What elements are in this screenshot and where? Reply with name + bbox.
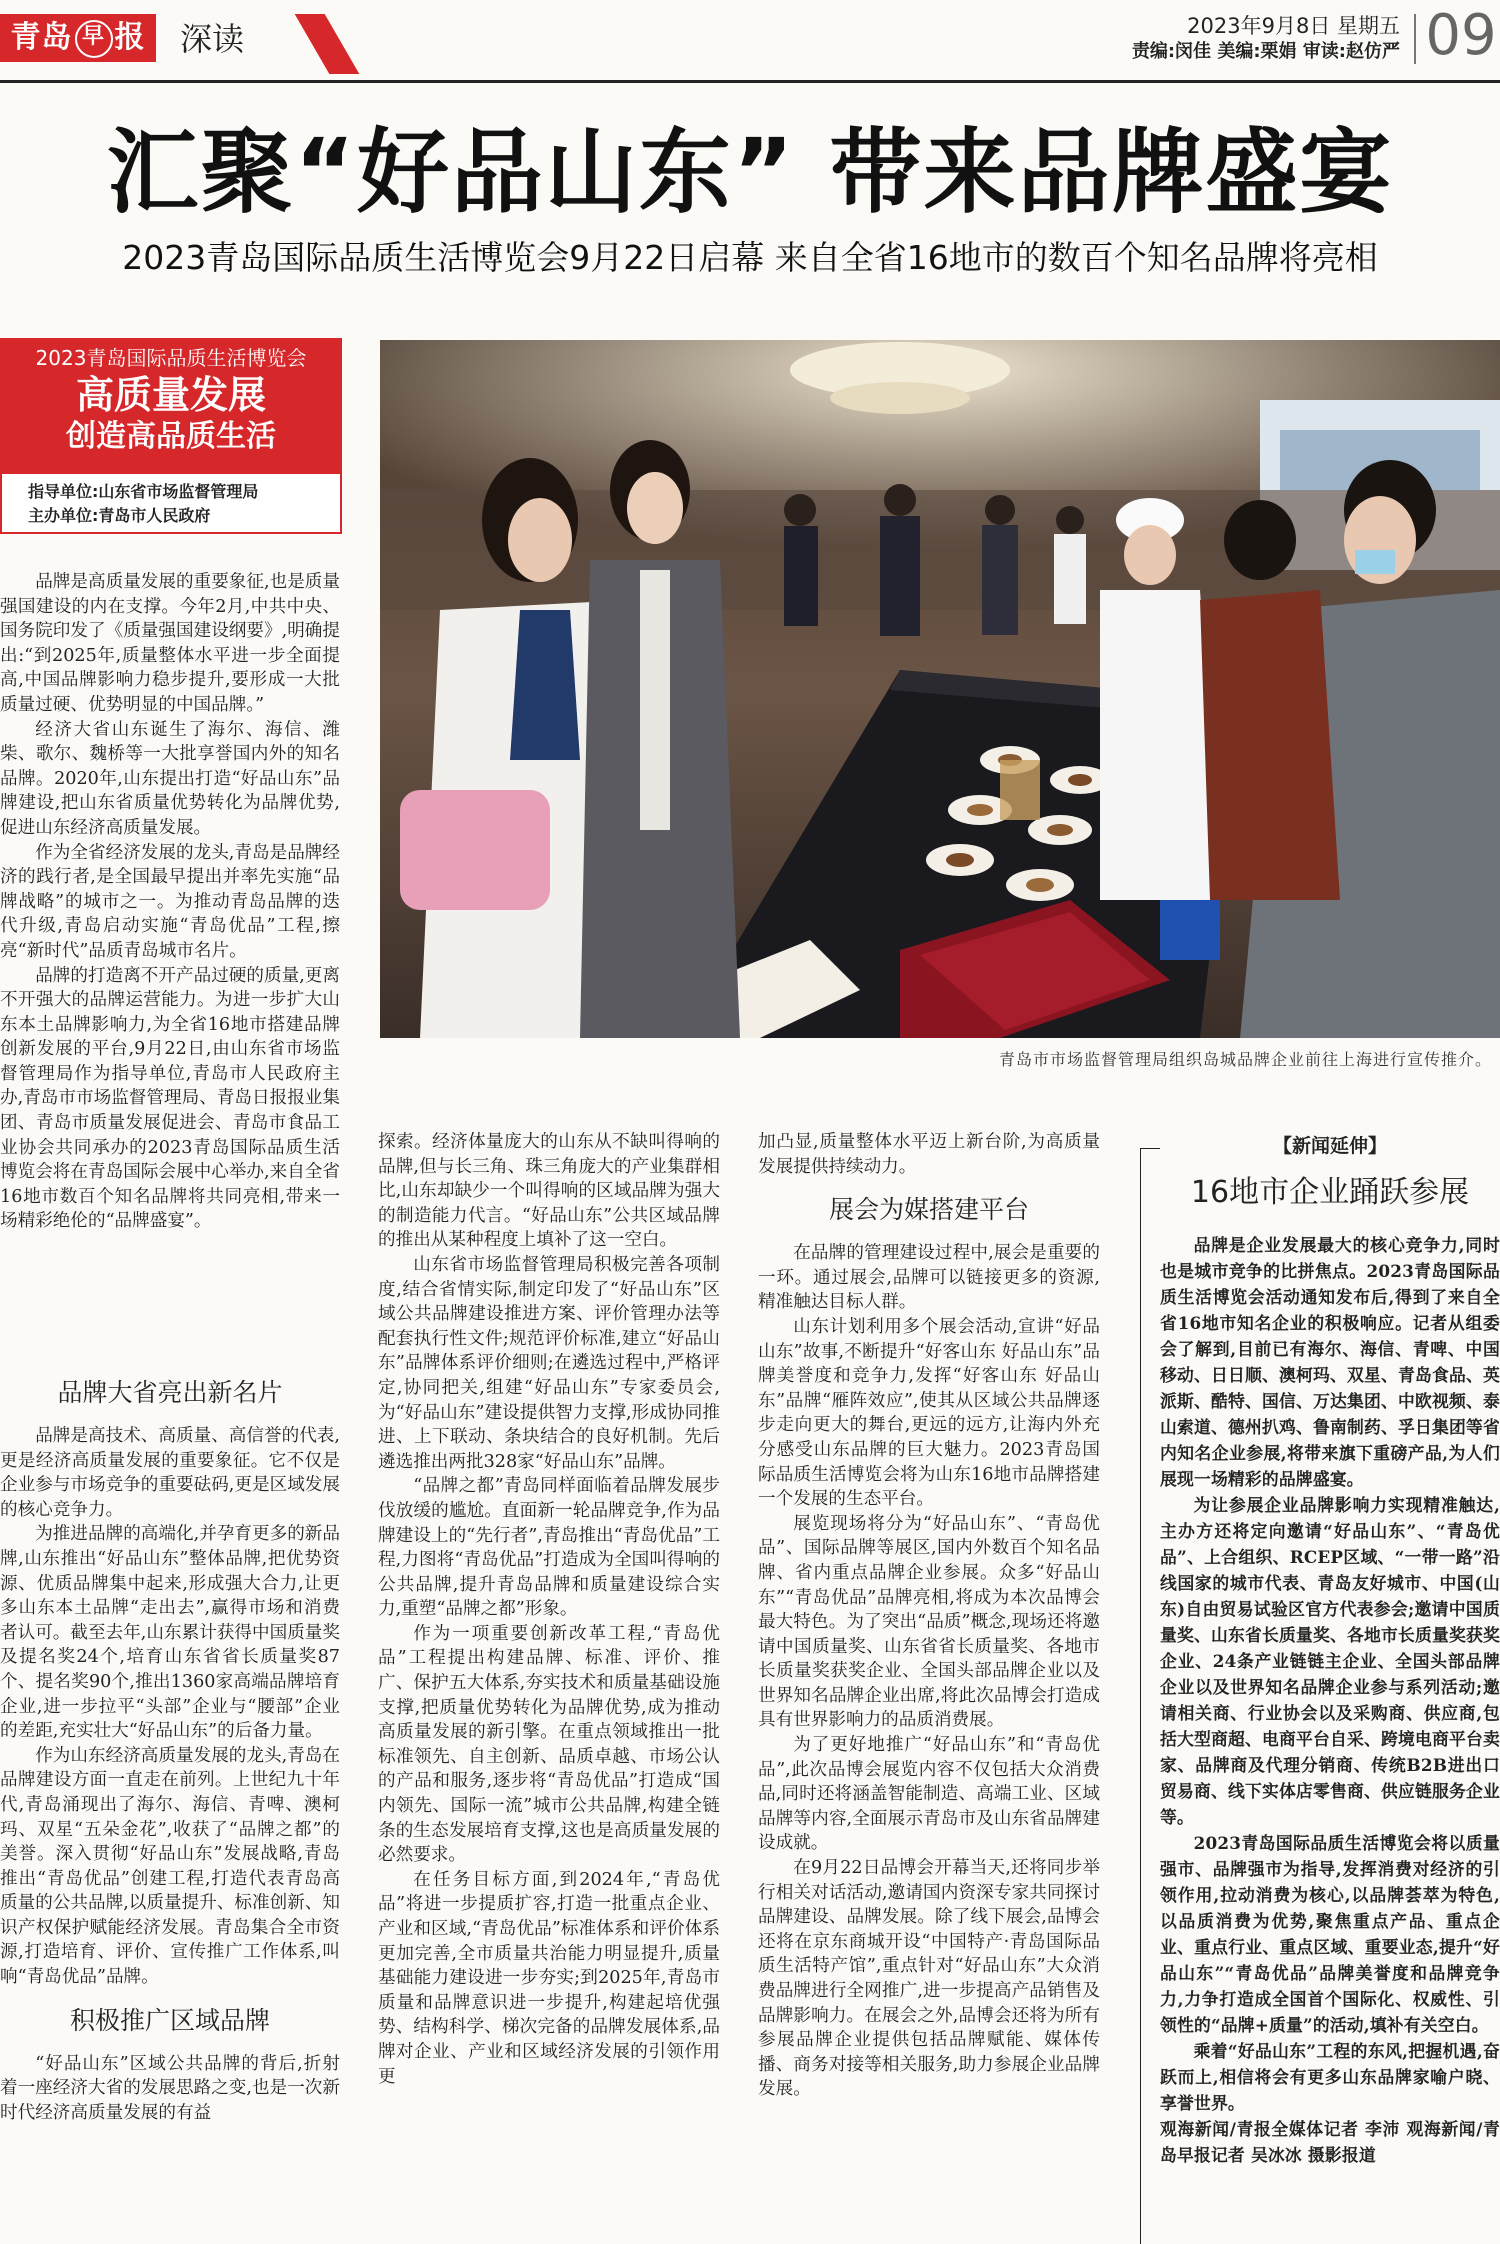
news-extension-title: 16地市企业踊跃参展 <box>1190 1175 1470 1210</box>
paragraph: 在品牌的管理建设过程中,展会是重要的一环。通过展会,品牌可以链接更多的资源,精准触达目标人群。 <box>758 1243 1100 1313</box>
newspaper-logo <box>0 14 156 62</box>
paragraph: 经济大省山东诞生了海尔、海信、潍柴、歌尔、魏桥等一大批享誉国内外的知名品牌。2020年,山东提出打造“好品山东”品牌建设,把山东省质量优势转化为品牌优势,促进山东经济高质量发展。 <box>0 719 340 838</box>
paragraph: 作为一项重要创新改革工程,“青岛优品”工程提出构建品牌、标准、评价、推广、保护五大体系,夯实技术和质量基础设施支撑,把质量优势转化为品牌优势,成为推动高质量发展的新引擎。在重点领域推出一批标准领先、自主创新、品质卓越、市场公认的产品和服务,逐步将“青岛优品”打造成“国内领先、国际一流”城市公共品牌,构建全链条的生态发展培育支撑,这也是高质量发展的必然要求。 <box>378 1623 720 1866</box>
article-column-2 <box>378 1130 720 2089</box>
paragraph: 山东计划利用多个展会活动,宣讲“好品山东”故事,不断提升“好客山东 好品山东”品牌美誉度和竞争力,发挥“好客山东 好品山东”品牌“雁阵效应”,使其从区域公共品牌逐步走向更大的舞台,更远的远方,让海内外充分感受山东品牌的巨大魅力。2023青岛国际品质生活博览会将为山东16地市品牌搭建一个发展的生态平台。 <box>758 1316 1100 1510</box>
expo-photo-illustration <box>380 340 1500 1038</box>
promo-banner <box>0 338 342 474</box>
article-column-3 <box>758 1130 1100 2102</box>
logo-text-tail: 报 <box>114 20 146 55</box>
paragraph: 山东省市场监督管理局积极完善各项制度,结合省情实际,制定印发了“好品山东”区域公共品牌建设推进方案、评价管理办法等配套执行性文件;规范评价标准,建立“好品山东”品牌体系评价细则;在遴选过程中,严格评定,协同把关,组建“好品山东”专家委员会,为“好品山东”建设提供智力支撑,形成协同推进、上下联动、条块结合的良好机制。先后遴选推出两批328家“好品山东”品牌。 <box>378 1254 720 1472</box>
section-heading: 展会为媒搭建平台 <box>828 1195 1029 1225</box>
article-column-1-bottom <box>0 1362 340 2125</box>
page-number: 09 <box>1425 3 1497 68</box>
paragraph: 作为全省经济发展的龙头,青岛是品牌经济的践行者,是全国最早提出并率先实施“品牌战略”的城市之一。为推动青岛品牌的迭代升级,青岛启动实施“青岛优品”工程,擦亮“新时代”品质青岛城市名片。 <box>0 842 340 961</box>
photo-caption: 青岛市市场监督管理局组织岛城品牌企业前往上海进行宣传推介。 <box>998 1050 1492 1069</box>
header-separator <box>1414 14 1416 64</box>
section-label: 深读 <box>180 20 245 58</box>
paragraph: 展览现场将分为“好品山东”、“青岛优品”、国际品牌等展区,国内外数百个知名品牌、省内重点品牌企业参展。众多“好品山东”“青岛优品”品牌亮相,将成为本次品博会最大特色。为了突出“品质”概念,现场还将邀请中国质量奖、山东省省长质量奖、各地市长质量奖获奖企业、全国头部品牌企业以及世界知名品牌企业出席,将此次品博会打造成具有世界影响力的品质消费展。 <box>758 1513 1100 1731</box>
logo-text: 青岛 <box>10 20 73 55</box>
promo-organizers <box>28 480 328 528</box>
paragraph: 品牌是高技术、高质量、高信誉的代表,更是经济高质量发展的重要象征。它不仅是企业参与市场竞争的重要砝码,更是区域发展的核心竞争力。 <box>0 1426 340 1520</box>
paragraph: 在任务目标方面,到2024年,“青岛优品”将进一步提质扩容,打造一批重点企业、产业和区域,“青岛优品”标准体系和评价体系更加完善,全市质量共治能力明显提升,质量基础能力建设进一步夯实;到2025年,青岛市质量和品牌意识进一步提升,构建起培优强势、结构科学、梯次完备的品牌发展体系,品牌对企业、产业和区域经济发展的引领作用更 <box>378 1869 720 2087</box>
section-heading: 品牌大省亮出新名片 <box>57 1378 283 1407</box>
paragraph: “好品山东”区域公共品牌的背后,折射着一座经济大省的发展思路之变,也是一次新时代经济高质量发展的有益 <box>0 2053 340 2123</box>
promo-slogan-main: 高质量发展 <box>75 373 266 417</box>
page-headline: 汇聚“好品山东” 带来品牌盛宴 <box>106 119 1394 226</box>
paragraph: 为了更好地推广“好品山东”和“青岛优品”,此次品博会展览内容不仅包括大众消费品,同时还将涵盖智能制造、高端工业、区域品牌等内容,全面展示青岛市及山东省品牌建设成就。 <box>758 1735 1100 1854</box>
paragraph: 在9月22日品博会开幕当天,还将同步举行相关对话活动,邀请国内资深专家共同探讨品牌建设、品牌发展。除了线下展会,品博会还将在京东商城开设“中国特产·青岛国际品质生活特产馆”,重点针对“好品山东”大众消费品牌进行全网推广,进一步提高产品销售及品牌影响力。在展会之外,品博会还将为所有参展品牌企业提供包括品牌赋能、媒体传播、商务对接等相关服务,助力参展企业品牌发展。 <box>758 1858 1100 2100</box>
paragraph: 品牌是高质量发展的重要象征,也是质量强国建设的内在支撑。今年2月,中共中央、国务院印发了《质量强国建设纲要》,明确提出:“到2025年,质量整体水平进一步全面提高,中国品牌影响力稳步提升,要形成一大批质量过硬、优势明显的中国品牌。” <box>0 572 340 715</box>
paragraph: 乘着“好品山东”工程的东风,把握机遇,奋跃而上,相信将会有更多山东品牌家喻户晓、享誉世界。 <box>1160 2041 1500 2113</box>
promo-event-name: 2023青岛国际品质生活博览会 <box>35 346 307 370</box>
header-rule <box>0 80 1500 83</box>
logo-ring-glyph: 早 <box>75 20 113 58</box>
paragraph: 探索。经济体量庞大的山东从不缺叫得响的品牌,但与长三角、珠三角庞大的产业集群相比,山东却缺少一个叫得响的区域品牌为强大的制造能力代言。“好品山东”公共区域品牌的推出从某种程度上填补了这一空白。 <box>378 1132 720 1251</box>
paragraph: “品牌之都”青岛同样面临着品牌发展步伐放缓的尴尬。直面新一轮品牌竞争,作为品牌建设上的“先行者”,青岛推出“青岛优品”工程,力图将“青岛优品”打造成为全国叫得响的公共品牌,提升青岛品牌和质量建设综合实力,重塑“品牌之都”形象。 <box>378 1476 720 1620</box>
promo-slogan-sub: 创造高品质生活 <box>66 419 276 454</box>
issue-date: 2023年9月8日 星期五 <box>1187 14 1400 38</box>
paragraph: 为推进品牌的高端化,并孕育更多的新品牌,山东推出“好品山东”整体品牌,把优势资源、优质品牌集中起来,形成强大合力,让更多山东本土品牌“走出去”,赢得市场和消费者认可。截至去年,山东累计获得中国质量奖及提名奖24个,培育山东省省长质量奖87个、提名奖90个,推出1360家高端品牌培育企业,进一步拉平“头部”企业与“腰部”企业的差距,充实壮大“好品山东”的后备力量。 <box>0 1524 340 1742</box>
news-extension-tag: 【新闻延伸】 <box>1160 1132 1500 1160</box>
expo-photo <box>380 340 1500 1038</box>
page-subheadline: 2023青岛国际品质生活博览会9月22日启幕 来自全省16地市的数百个知名品牌将亮相 <box>122 238 1378 277</box>
editor-credits: 责编:闵佳 美编:栗娟 审读:赵仿严 <box>1131 41 1400 62</box>
article-column-1-top <box>0 570 340 1234</box>
paragraph: 为让参展企业品牌影响力实现精准触达,主办方还将定向邀请“好品山东”、“青岛优品”、上合组织、RCEP区域、“一带一路”沿线国家的城市代表、青岛友好城市、中国(山东)自由贸易试验区官方代表参会;邀请中国质量奖、山东省长质量奖、各地市长质量奖获奖企业、24条产业链链主企业、全国头部品牌企业以及世界知名品牌企业参与系列活动;邀请相关商、行业协会以及采购商、供应商,包括大型商超、电商平台自采、跨境电商平台卖家、品牌商及代理分销商、传统B2B进出口贸易商、线下实体店零售商、供应链服务企业等。 <box>1160 1495 1500 1827</box>
promo-guide-unit: 指导单位:山东省市场监督管理局 <box>28 482 259 501</box>
promo-host-unit: 主办单位:青岛市人民政府 <box>28 506 211 525</box>
section-heading: 积极推广区域品牌 <box>69 2005 270 2035</box>
paragraph: 作为山东经济高质量发展的龙头,青岛在品牌建设方面一直走在前列。上世纪九十年代,青岛涌现出了海尔、海信、青啤、澳柯玛、双星“五朵金花”,收获了“品牌之都”的美誉。深入贯彻“好品山东”发展战略,青岛推出“青岛优品”创建工程,打造代表青岛高质量的公共品牌,以质量提升、标准创新、知识产权保护赋能经济发展。青岛集合全市资源,打造培育、评价、宣传推广工作体系,叫响“青岛优品”品牌。 <box>0 1745 340 1988</box>
paragraph: 加凸显,质量整体水平迈上新台阶,为高质量发展提供持续动力。 <box>758 1132 1100 1177</box>
article-byline: 观海新闻/青报全媒体记者 李沛 观海新闻/青岛早报记者 吴冰冰 摄影报道 <box>1160 2119 1500 2165</box>
paragraph: 品牌的打造离不开产品过硬的质量,更离不开强大的品牌运营能力。为进一步扩大山东本土品牌影响力,为全省16地市搭建品牌创新发展的平台,9月22日,由山东省市场监督管理局作为指导单位,青岛市人民政府主办,青岛市市场监督管理局、青岛日报报业集团、青岛市质量发展促进会、青岛市食品工业协会共同承办的2023青岛国际品质生活博览会将在青岛国际会展中心举办,来自全省16地市数百个知名品牌将共同亮相,带来一场精彩绝伦的“品牌盛宴”。 <box>0 965 340 1232</box>
paragraph: 2023青岛国际品质生活博览会将以质量强市、品牌强市为指导,发挥消费对经济的引领作用,拉动消费为核心,以品牌荟萃为特色,以品质消费为优势,聚焦重点产品、重点企业、重点行业、重点区域、重要业态,提升“好品山东”“青岛优品”品牌美誉度和品牌竞争力,力争打造成全国首个国际化、权威性、引领性的“品牌+质量”的活动,填补有关空白。 <box>1160 1833 1500 2035</box>
paragraph: 品牌是企业发展最大的核心竞争力,同时也是城市竞争的比拼焦点。2023青岛国际品质生活博览会活动通知发布后,得到了来自全省16地市知名企业的积极响应。记者从组委会了解到,目前已有海尔、海信、青啤、中国移动、日日顺、澳柯玛、双星、青岛食品、英派斯、酷特、国信、万达集团、中欧视频、泰山索道、德州扒鸡、鲁南制药、孚日集团等省内知名企业参展,将带来旗下重磅产品,为人们展现一场精彩的品牌盛宴。 <box>1160 1235 1500 1489</box>
news-extension-body <box>1160 1232 1500 2168</box>
